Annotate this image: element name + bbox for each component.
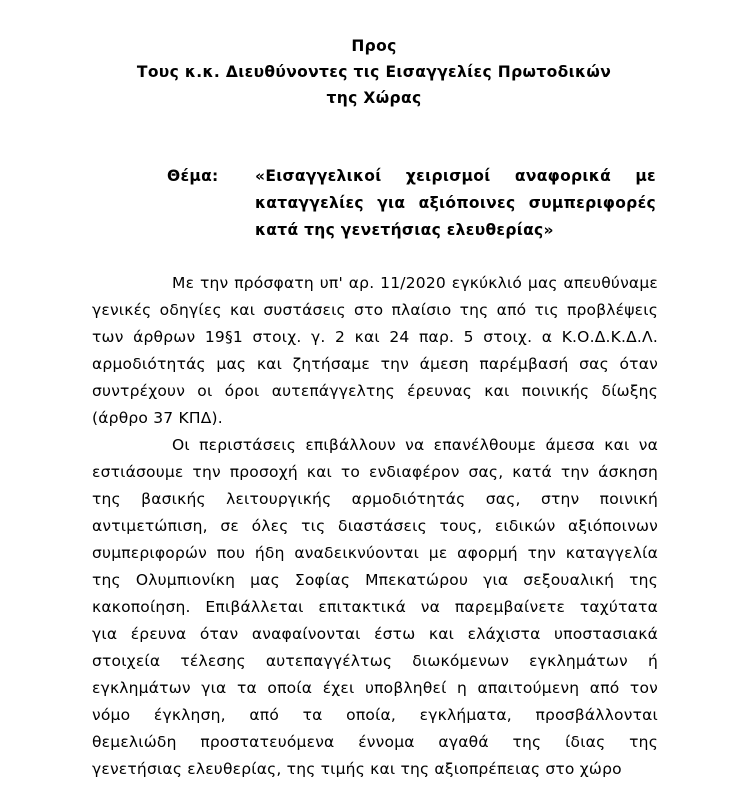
paragraph-1-line-2: γενικές οδηγίες και συστάσεις στο πλαίσιο της από τις προβλέψεις xyxy=(92,301,658,319)
paragraph-2-line-10: εγκλημάτων για τα οποία έχει υποβληθεί η απαιτούμενη από τον xyxy=(92,679,658,697)
paragraph-1-line-3: των άρθρων 19§1 στοιχ. γ. 2 και 24 παρ. 5 στοιχ. α Κ.Ο.Δ.Κ.Δ.Λ. xyxy=(92,328,658,346)
paragraph-2-line-8: για έρευνα όταν αναφαίνονται έστω και ελάχιστα υποστασιακά xyxy=(92,625,658,643)
subject-text xyxy=(255,163,656,244)
document-body xyxy=(92,270,658,783)
subject-line-3: κατά της γενετήσιας ελευθερίας» xyxy=(255,221,554,239)
recipient-line-3: της Χώρας xyxy=(326,89,422,107)
paragraph-2-line-5: συμπεριφορών που ήδη αναδεικνύονται με αφορμή την καταγγελία xyxy=(92,544,658,562)
paragraph-1 xyxy=(92,270,658,432)
paragraph-1-line-1: Με την πρόσφατη υπ' αρ. 11/2020 εγκύκλιό μας απευθύναμε xyxy=(172,274,658,292)
paragraph-1-line-6: (άρθρο 37 ΚΠΔ). xyxy=(92,409,223,427)
subject-block xyxy=(92,163,656,244)
paragraph-2-line-1: Οι περιστάσεις επιβάλλουν να επανέλθουμε άμεσα και να xyxy=(172,436,658,454)
paragraph-2-line-7: κακοποίηση. Επιβάλλεται επιτακτικά να παρεμβαίνετε ταχύτατα xyxy=(92,598,658,616)
recipient-line-1: Προς xyxy=(351,37,397,55)
recipient-header xyxy=(92,33,656,111)
paragraph-1-line-4: αρμοδιότητάς μας και ζητήσαμε την άμεση παρέμβασή σας όταν xyxy=(92,355,658,373)
paragraph-2-line-12: θεμελιώδη προστατευόμενα έννομα αγαθά της ίδιας της xyxy=(92,733,658,751)
subject-line-2: καταγγελίες για αξιόποινες συμπεριφορές xyxy=(255,194,656,212)
paragraph-2-line-4: αντιμετώπιση, σε όλες τις διαστάσεις τους, ειδικών αξιόποινων xyxy=(92,517,658,535)
paragraph-2-line-9: στοιχεία τέλεσης αυτεπαγγέλτως διωκόμενων εγκλημάτων ή xyxy=(92,652,658,670)
subject-row xyxy=(92,163,656,244)
paragraph-2-line-13: γενετήσιας ελευθερίας, της τιμής και της αξιοπρέπειας στο χώρο xyxy=(92,760,622,778)
paragraph-2-line-11: νόμο έγκληση, από τα οποία, εγκλήματα, προσβάλλονται xyxy=(92,706,658,724)
paragraph-2-line-2: εστιάσουμε την προσοχή και το ενδιαφέρον σας, κατά την άσκηση xyxy=(92,463,658,481)
paragraph-1-line-5: συντρέχουν οι όροι αυτεπάγγελτης έρευνας και ποινικής δίωξης xyxy=(92,382,658,400)
paragraph-2-line-3: της βασικής λειτουργικής αρμοδιότητάς σας, στην ποινική xyxy=(92,490,658,508)
recipient-line-2: Τους κ.κ. Διευθύνοντες τις Εισαγγελίες Πρωτοδικών xyxy=(136,63,612,81)
subject-label: Θέμα: xyxy=(167,167,219,185)
paragraph-2-line-6: της Ολυμπιονίκη μας Σοφίας Μπεκατώρου για σεξουαλική της xyxy=(92,571,658,589)
paragraph-2 xyxy=(92,432,658,783)
subject-line-1: «Εισαγγελικοί χειρισμοί αναφορικά με xyxy=(255,167,656,185)
